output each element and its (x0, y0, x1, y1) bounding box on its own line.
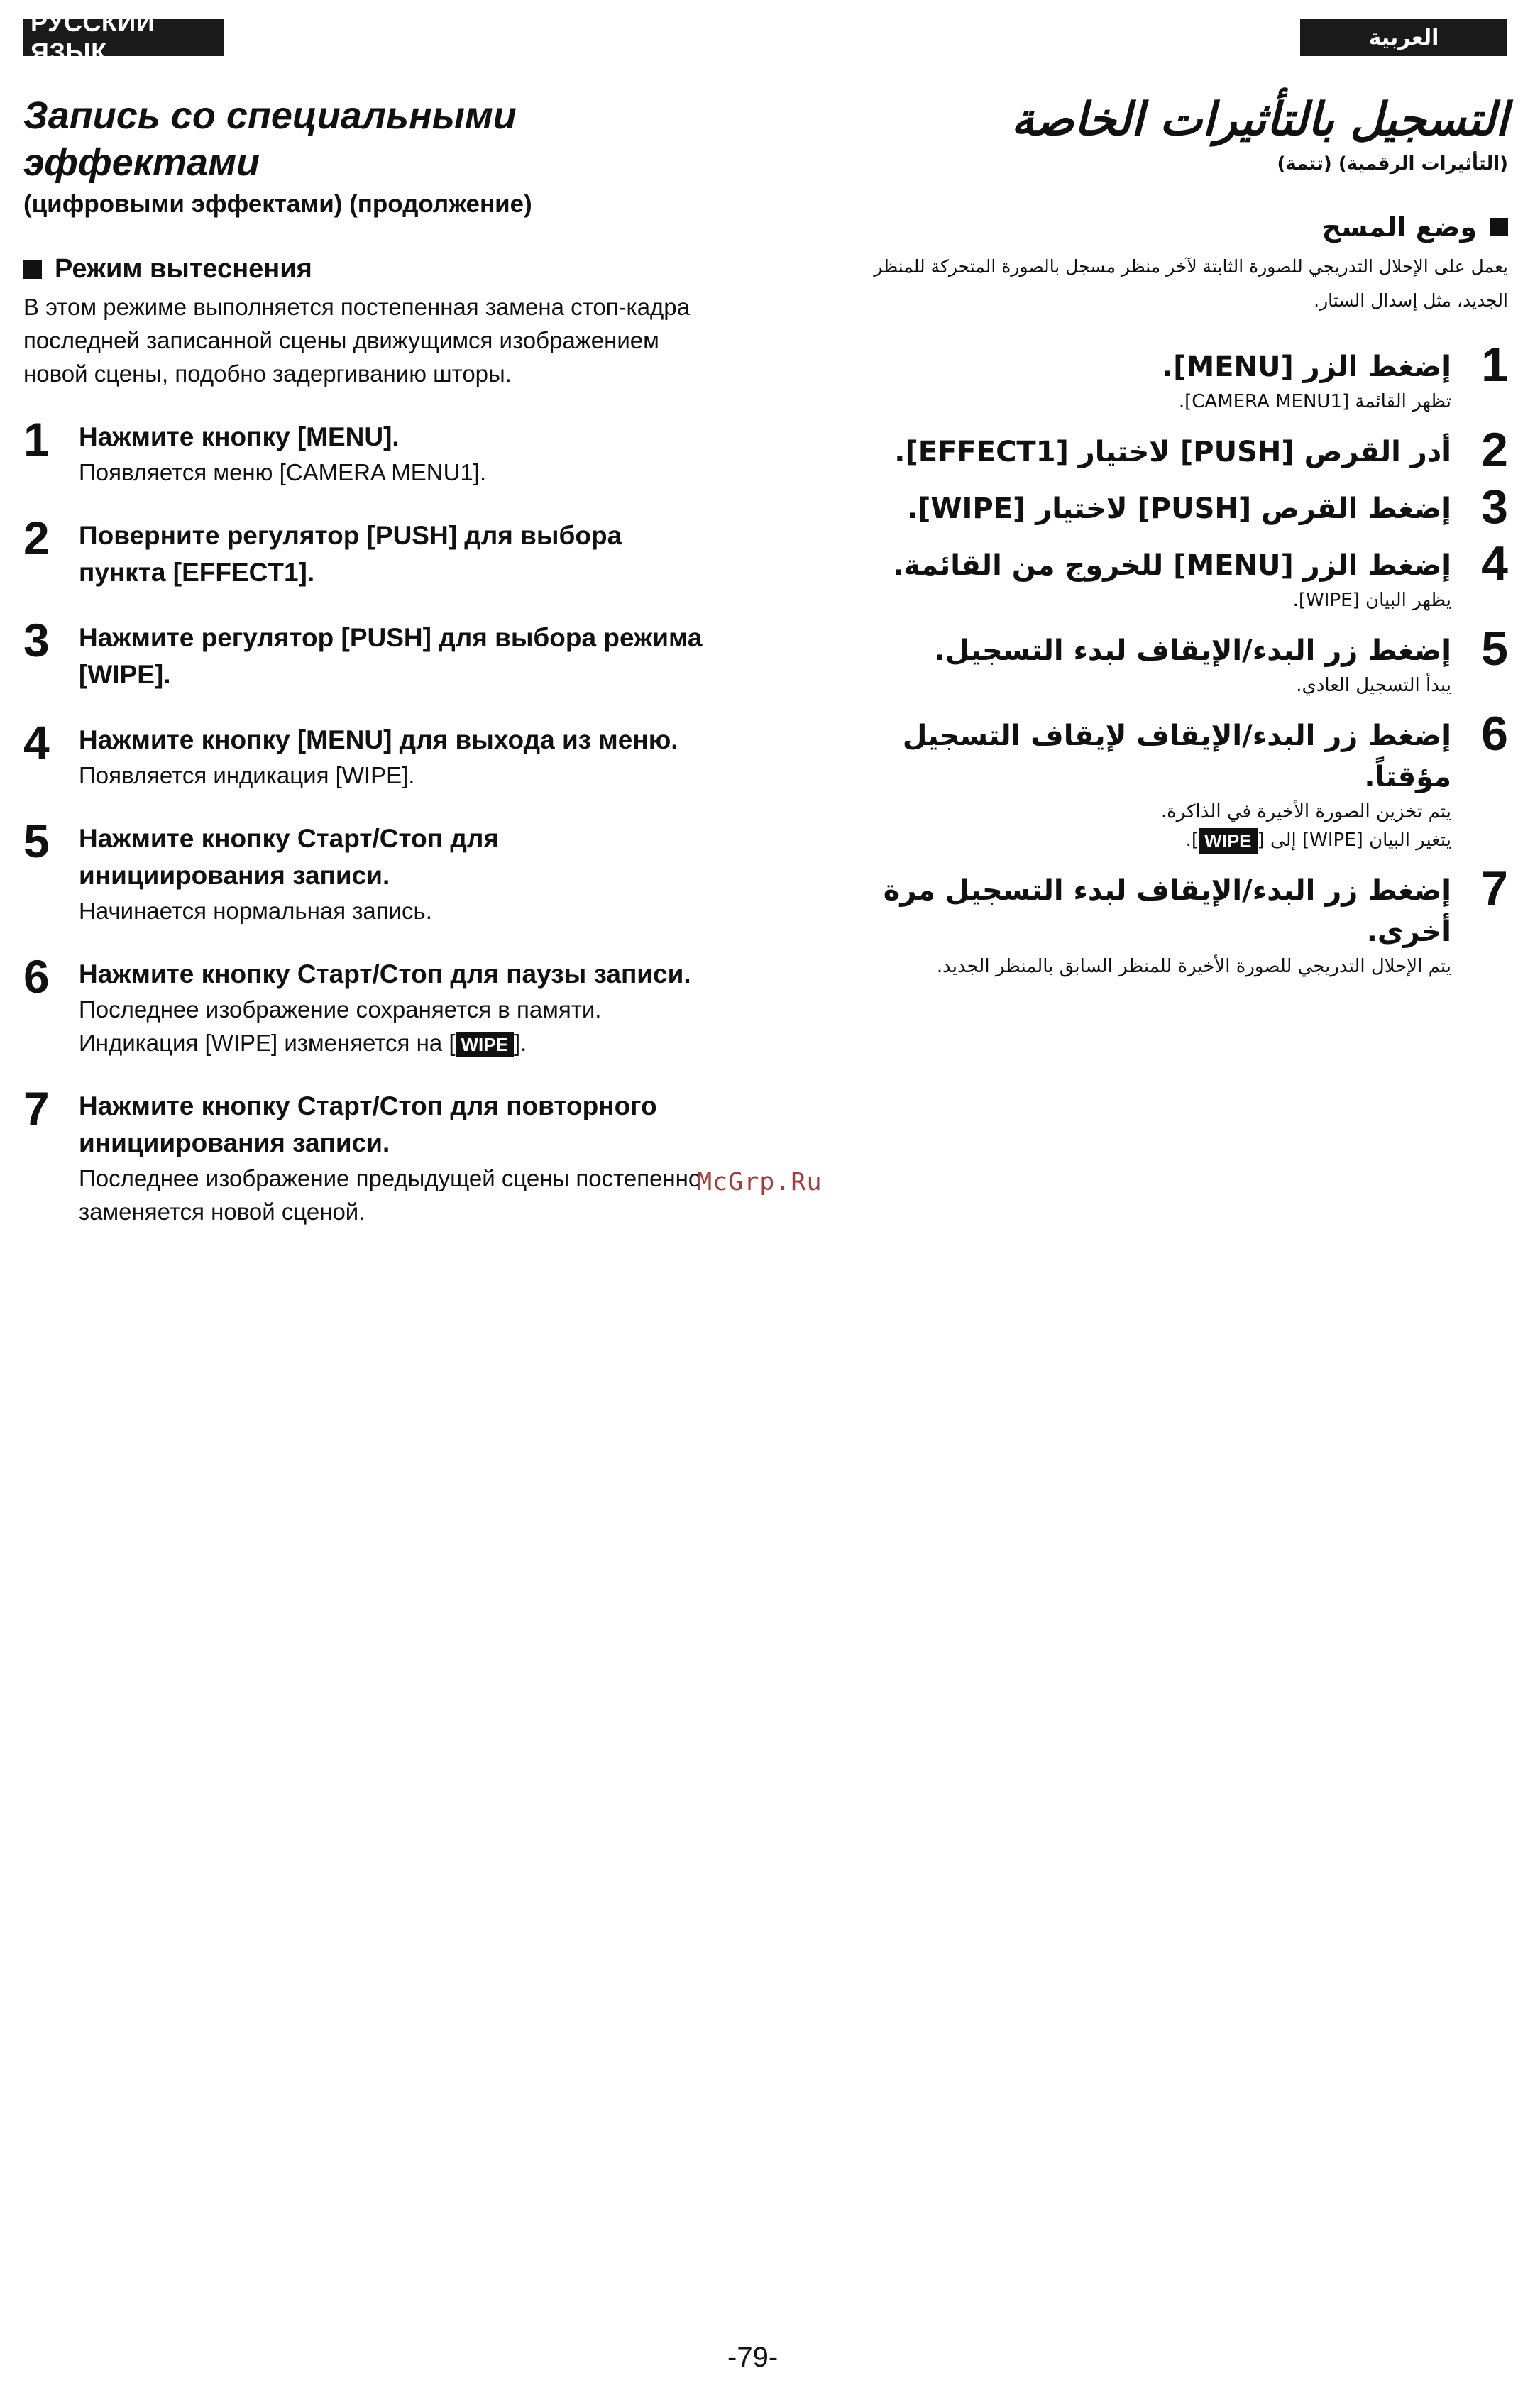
step-ar-5 (837, 622, 1508, 700)
page-title-ru (23, 92, 705, 186)
indicator-text-pre: يتغير البيان [WIPE] إلى [ (1257, 830, 1451, 851)
step-action: إضغط زر البدء/الإيقاف لبدء التسجيل. (934, 634, 1451, 667)
section-heading-ru (23, 254, 705, 285)
step-action: Нажмите кнопку [MENU] для выхода из меню. (79, 725, 678, 754)
step-number: 4 (1481, 536, 1508, 590)
step-ru-1 (23, 413, 705, 489)
step-action: إضغط زر البدء/الإيقاف لإيقاف التسجيل مؤقتاً. (902, 720, 1451, 793)
page-subtitle-ar: (التأثيرات الرقمية) (تتمة) (1277, 153, 1508, 175)
step-action: إضغط الزر [MENU]. (1162, 351, 1451, 383)
wipe-indicator-icon: WIPE (1199, 828, 1257, 854)
step-note: Появляется меню [CAMERA MENU1]. (79, 459, 487, 485)
step-ru-6 (23, 950, 705, 1059)
step-number: 6 (1481, 707, 1508, 761)
step-action: Нажмите кнопку Старт/Стоп для повторного инициирования записи. (79, 1091, 657, 1157)
step-note: يظهر البيان [WIPE]. (1292, 590, 1451, 611)
page-number: -79- (727, 2342, 779, 2373)
step-note: Последнее изображение предыдущей сцены постепенно заменяется новой сценой. (79, 1165, 702, 1225)
step-ar-3 (837, 480, 1508, 534)
step-action: Нажмите регулятор [PUSH] для выбора режима [WIPE]. (79, 623, 703, 689)
wipe-indicator-icon: WIPE (456, 1032, 514, 1057)
step-action: Нажмите кнопку [MENU]. (79, 422, 400, 451)
title-line-1: Запись со специальными (23, 94, 517, 137)
step-number: 3 (1481, 480, 1508, 534)
steps-ar (837, 338, 1508, 981)
step-ar-7 (837, 861, 1508, 981)
step-action: إضغط القرص [PUSH] لاختيار [WIPE]. (906, 492, 1451, 525)
indicator-text-post: ]. (513, 1030, 527, 1056)
section-heading-ar (837, 211, 1508, 243)
language-tab-arabic: العربية (1300, 19, 1507, 56)
step-ar-6 (837, 707, 1508, 854)
russian-column (23, 92, 705, 1228)
step-note: يتم تخزين الصورة الأخيرة في الذاكرة. (1160, 801, 1451, 822)
title-line-2: эффектами (23, 141, 260, 184)
step-action: Поверните регулятор [PUSH] для выбора пункта [EFFECT1]. (79, 521, 622, 587)
intro-text-ar: يعمل على الإحلال التدريجي للصورة الثابتة لآخر منظر مسجل بالصورة المتحركة للمنظر الجديد، مثل إسدال الستار. (874, 256, 1508, 311)
indicator-text-pre: Индикация [WIPE] изменяется на [ (79, 1030, 456, 1056)
page-subtitle-ru: (цифровыми эффектами) (продолжение) (23, 190, 532, 218)
intro-text-ru: В этом режиме выполняется постепенная замена стоп-кадра последней записанной сцены движущимся изображением новой сцены, подобно задергиванию шторы. (23, 294, 691, 387)
step-ar-2 (837, 423, 1508, 477)
page-title-ar: التسجيل بالتأثيرات الخاصة (1011, 94, 1508, 146)
step-number: 2 (1481, 423, 1508, 477)
square-bullet-icon (23, 260, 42, 279)
step-ru-4 (23, 716, 705, 792)
step-ar-4 (837, 536, 1508, 615)
step-note-indicator (837, 826, 1451, 854)
step-action: Нажмите кнопку Старт/Стоп для паузы записи. (79, 959, 691, 989)
step-note: تظهر القائمة [CAMERA MENU1]. (1178, 391, 1451, 412)
step-number: 1 (23, 413, 50, 466)
step-ru-7 (23, 1082, 705, 1228)
step-action: إضغط الزر [MENU] للخروج من القائمة. (892, 549, 1451, 582)
step-ar-1 (837, 338, 1508, 416)
step-number: 6 (23, 950, 50, 1003)
step-number: 1 (1481, 338, 1508, 392)
step-ru-2 (23, 512, 705, 591)
step-number: 7 (23, 1082, 50, 1135)
step-number: 2 (23, 512, 50, 564)
step-note-indicator (79, 1026, 705, 1059)
step-note: Начинается нормальная запись. (79, 898, 432, 924)
step-number: 4 (23, 716, 50, 769)
language-tab-russian: РУССКИЙ ЯЗЫК (23, 19, 224, 56)
indicator-text-post: ]. (1185, 830, 1199, 851)
step-number: 5 (23, 815, 50, 867)
section-heading-text: Режим вытеснения (55, 254, 312, 284)
step-number: 3 (23, 614, 50, 666)
square-bullet-icon (1490, 218, 1508, 236)
step-ru-5 (23, 815, 705, 927)
step-note: Появляется индикация [WIPE]. (79, 762, 415, 788)
step-note: Последнее изображение сохраняется в памяти. (79, 996, 602, 1023)
step-action: إضغط زر البدء/الإيقاف لبدء التسجيل مرة أخرى. (883, 874, 1451, 948)
step-action: أدر القرص [PUSH] لاختيار [EFFECT1]. (894, 436, 1451, 468)
arabic-column (837, 92, 1508, 981)
step-number: 7 (1481, 861, 1508, 915)
step-action: Нажмите кнопку Старт/Стоп для инициирования записи. (79, 824, 499, 890)
step-note: يتم الإحلال التدريجي للصورة الأخيرة للمنظر السابق بالمنظر الجديد. (936, 956, 1451, 977)
step-ru-3 (23, 614, 705, 693)
watermark-text: McGrp.Ru (697, 1168, 823, 1196)
step-number: 5 (1481, 622, 1508, 676)
section-heading-text: وضع المسح (1321, 211, 1477, 243)
step-note: يبدأ التسجيل العادي. (1296, 675, 1451, 696)
